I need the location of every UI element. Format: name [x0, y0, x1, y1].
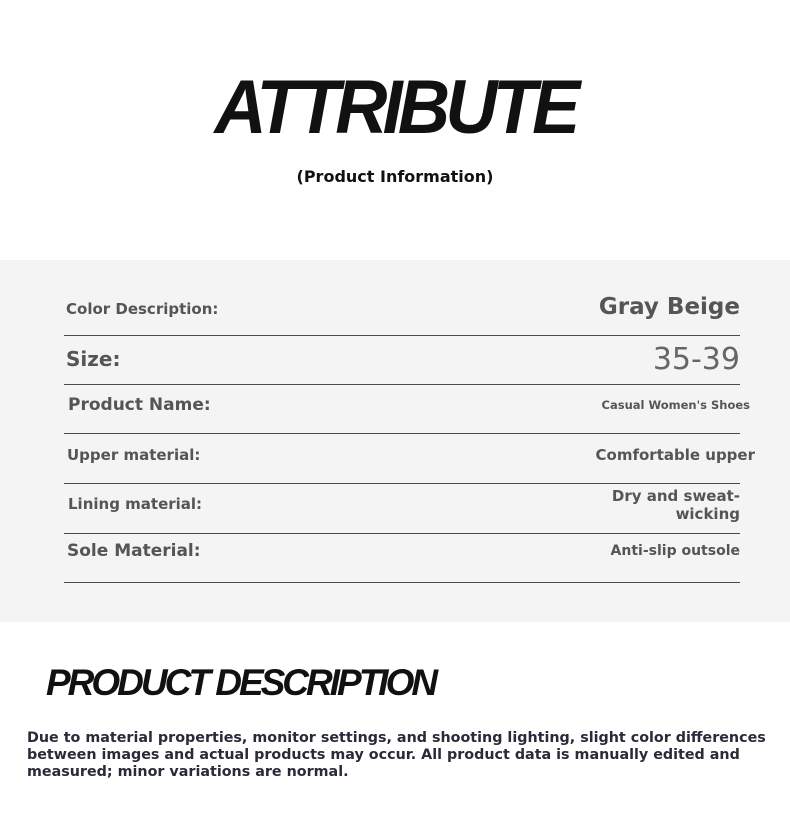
attribute-label: Upper material:	[67, 446, 201, 464]
attribute-row-upper-material	[64, 434, 755, 484]
attribute-header	[0, 0, 790, 260]
attribute-label: Lining material:	[68, 495, 203, 513]
product-description-title: PRODUCT DESCRIPTION	[46, 662, 436, 703]
attribute-subtitle: (Product Information)	[296, 167, 494, 186]
attribute-row-size	[64, 335, 740, 385]
attribute-label: Color Description:	[66, 300, 219, 318]
attribute-value: Dry and sweat-wicking	[611, 487, 740, 523]
attribute-value: 35-39	[652, 342, 740, 377]
attribute-label: Product Name:	[68, 395, 211, 415]
product-description-section	[0, 622, 790, 819]
attribute-value: Casual Women's Shoes	[601, 398, 750, 412]
attribute-value: Comfortable upper	[595, 446, 755, 464]
attribute-label: Sole Material:	[67, 541, 201, 561]
attribute-row-color	[64, 286, 740, 336]
attribute-row-lining-material	[64, 484, 740, 534]
attribute-title: ATTRIBUTE	[214, 65, 576, 150]
attribute-row-sole-material	[64, 533, 740, 583]
attribute-table	[0, 260, 790, 622]
attribute-row-product-name	[64, 384, 750, 434]
attribute-value: Gray Beige	[598, 294, 740, 320]
attribute-label: Size:	[66, 347, 121, 371]
attribute-value: Anti-slip outsole	[610, 543, 740, 559]
product-description-body: Due to material properties, monitor settings, and shooting lighting, slight color differences between images and actual products may occur. All product data is manually edited and measured; minor variations are normal.	[27, 730, 766, 780]
